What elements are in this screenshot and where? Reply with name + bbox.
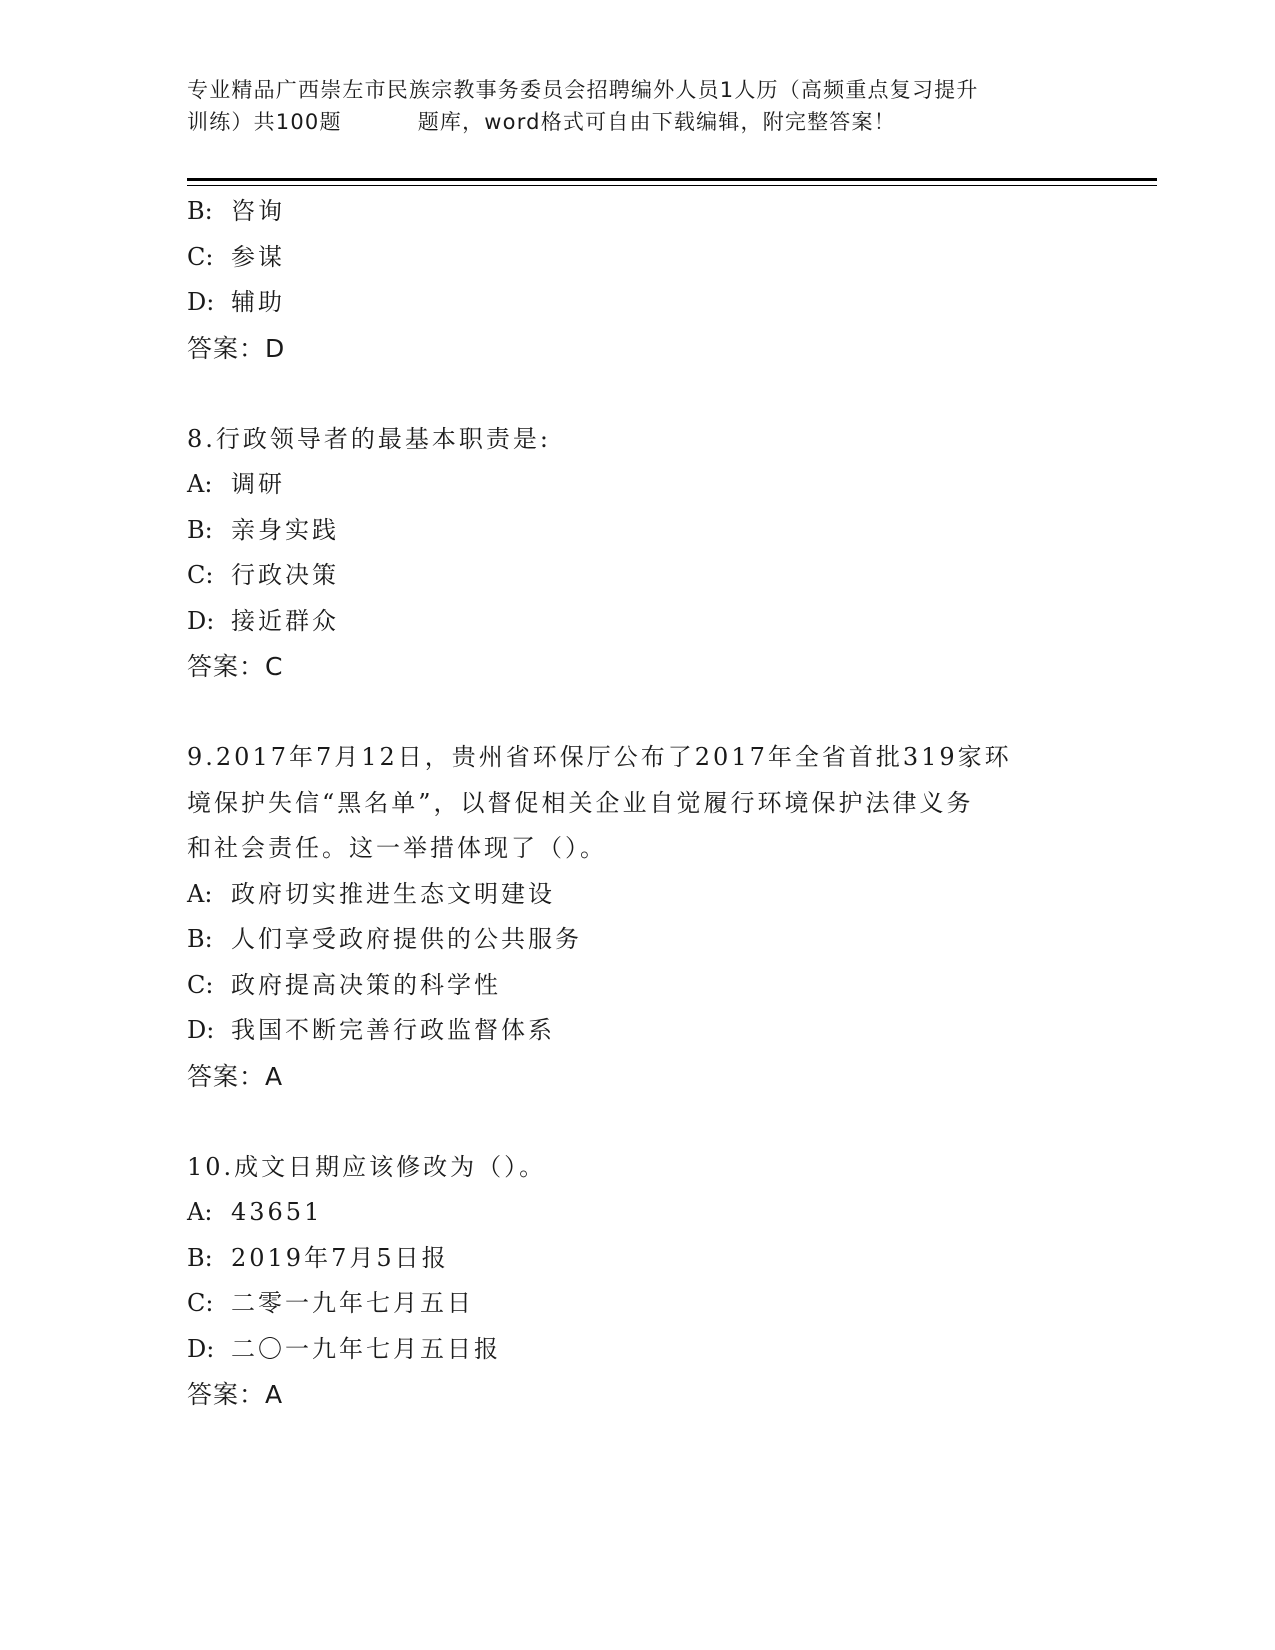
question-stem-line: 和社会责任。这一举措体现了（）。	[187, 834, 607, 862]
question-stem-line: 9.2017年7月12日，贵州省环保厅公布了2017年全省首批319家环	[187, 743, 1012, 771]
option-text: 调研	[231, 470, 285, 498]
option-key: D:	[187, 288, 215, 316]
option-text: 政府切实推进生态文明建设	[231, 879, 555, 908]
question-list	[187, 189, 1087, 1418]
option-text: 政府提高决策的科学性	[231, 970, 501, 999]
question-10	[187, 1145, 1087, 1418]
option-row	[187, 1281, 1087, 1327]
option-key: C:	[187, 561, 214, 589]
option-key: A:	[187, 470, 213, 498]
option-text: 二零一九年七月五日	[231, 1289, 474, 1317]
question-stem-line: 境保护失信“黑名单”，以督促相关企业自觉履行环境保护法律义务	[187, 788, 974, 817]
option-text: 辅助	[231, 288, 285, 316]
option-row	[187, 508, 1087, 554]
option-text: 43651	[231, 1198, 323, 1226]
document-header	[187, 74, 1087, 138]
option-text: 参谋	[231, 242, 285, 271]
option-row	[187, 462, 1087, 508]
option-row	[187, 872, 1087, 918]
question-stem: 8.行政领导者的最基本职责是:	[187, 424, 551, 453]
option-text: 亲身实践	[231, 515, 339, 544]
question-stem: 10.成文日期应该修改为（）。	[187, 1152, 547, 1181]
option-row	[187, 553, 1087, 599]
option-key: B:	[187, 1243, 213, 1272]
header-title-line-1: 专业精品广西崇左市民族宗教事务委员会招聘编外人员1人历（高频重点复习提升	[187, 78, 979, 102]
option-text: 人们享受政府提供的公共服务	[231, 925, 582, 953]
option-key: B:	[187, 515, 213, 544]
question-7-tail	[187, 189, 1087, 371]
option-row	[187, 1008, 1087, 1054]
option-text: 接近群众	[231, 606, 339, 635]
option-key: D:	[187, 1334, 215, 1363]
answer-line: 答案：A	[187, 1061, 284, 1091]
header-divider-thin	[187, 185, 1157, 186]
answer-line: 答案：C	[187, 652, 284, 681]
option-text: 咨询	[231, 197, 285, 225]
option-key: D:	[187, 1016, 215, 1044]
option-key: C:	[187, 242, 214, 271]
option-text: 二〇一九年七月五日报	[231, 1334, 501, 1363]
option-row	[187, 280, 1087, 326]
option-key: B:	[187, 925, 213, 953]
option-key: C:	[187, 970, 214, 999]
option-row	[187, 917, 1087, 963]
question-8	[187, 417, 1087, 690]
option-key: C:	[187, 1289, 214, 1317]
option-key: A:	[187, 879, 213, 908]
option-row	[187, 963, 1087, 1009]
option-row	[187, 235, 1087, 281]
option-text: 我国不断完善行政监督体系	[231, 1016, 555, 1044]
question-9	[187, 735, 1087, 1099]
option-row	[187, 189, 1087, 235]
answer-line: 答案：D	[187, 333, 286, 363]
header-title-line-2-left: 训练）共100题	[187, 110, 342, 134]
header-title-line-2-right: 题库，word格式可自由下载编辑，附完整答案！	[417, 110, 896, 134]
option-key: B:	[187, 197, 213, 225]
option-row	[187, 599, 1087, 645]
option-key: D:	[187, 606, 215, 635]
option-text: 2019年7月5日报	[231, 1243, 449, 1272]
option-row	[187, 1190, 1087, 1236]
answer-line: 答案：A	[187, 1380, 284, 1409]
option-row	[187, 1327, 1087, 1373]
option-text: 行政决策	[231, 561, 339, 589]
header-divider-thick	[187, 178, 1157, 181]
option-key: A:	[187, 1198, 213, 1226]
header-title-line-2	[187, 106, 1087, 138]
option-row	[187, 1236, 1087, 1282]
